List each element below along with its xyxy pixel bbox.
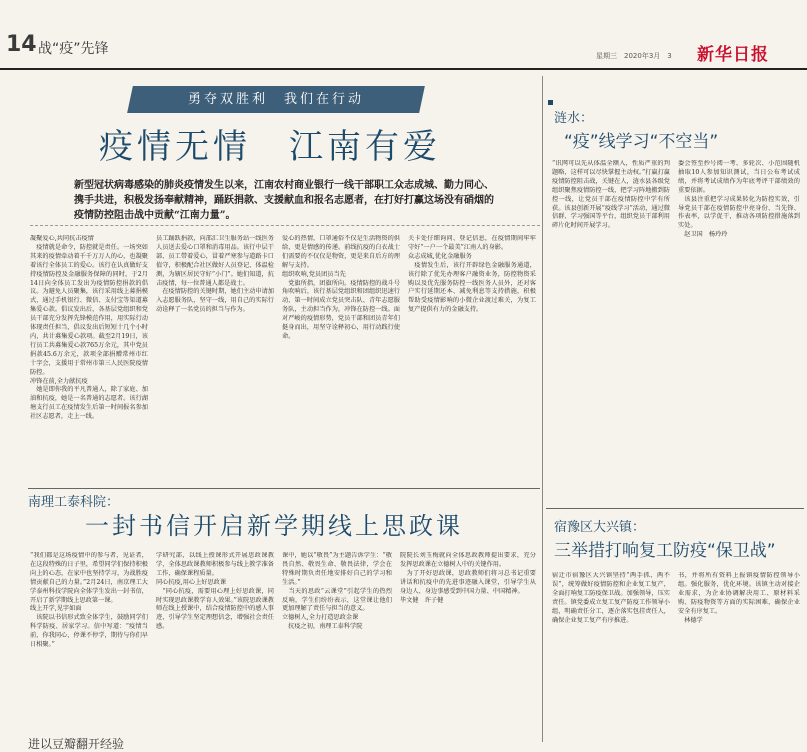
right-headline-1: “疫”线学习“不空当”	[564, 132, 719, 152]
section-divider	[28, 488, 540, 489]
topic-banner-text: 勇夺双胜利 我们在行动	[187, 92, 364, 107]
main-column-1: 凝聚爱心,共同抗击疫情 疫情就是命令，防控就是责任。一场突如其来的疫情牵动着千千万万人的心，也凝聚着该行全体员工的爱心。该行在认真做好支持疫情防控及金融服务保障的同时，于2月14日向全体员工发出为疫情防控捐款的倡议。为避免人员聚集，该行采用线上募捐模式，通过手机银行、微信、支付宝等渠道募集爱心款。倡议发出后，各基层党组织和党员干部充分发挥先锋模范作用，用实际行动体现责任担当，倡议发出后短短十几个小时内，共计募集爱心款项。截至2月19日，该行员工共募集爱心款765万余元，其中党员捐款45.6万余元，款项全部捐赠常州市红十字会，支援用于常州市第三人民医院疫情防控。 冲锋在前,全力献抗疫 她是即你我的平凡普通人，除了家庭、加油和抗疫，她是一名普通的志愿者。该行湖塘支行员工在疫情发生后第一时间报名参加社区志愿者，走上一线。	[30, 235, 148, 421]
right1-column-2: 委会签至抄号阅一考、多轮次、小范围随机抽取10人参加知识测试，当日公布考试成绩，并将考试成绩作为年底考评干部绩效的重要依据。 该县注重把学习成果转化为防控实效，引导党员干部在疫情防控中亮身份、当先锋、作表率，以学促干，推动各项防控措施落到实处。 赵卫国 杨玲玲	[678, 160, 800, 239]
second-column-3: 课中，她以“敬畏”为主题告诉学生：“敬畏自然、敬畏生命、敬畏法律，学会在特殊时期负责任地安排好自己的学习和生活。” 当天的思政“云课堂”引起学生的热烈反响，学生们纷纷表示，这堂课让他们更加理解了责任与担当的意义。 立德树人,全力打造思政金课 抗疫之初，南理工泰科学院	[282, 552, 392, 631]
main-column-2: 员工踊跃捐款，向邵汇卫生服务站一线医务人员送去爱心口罩和消毒用品。该行中层干部、员工带着爱心，冒着严寒参与道路卡口值守，积极配合社区做好人员登记、体温检测，为辖区居民守好“小门”。她们知道，抗击疫情，每一位普通人都是战士。 在疫情防控的关键时期，她们主动申请加入志愿服务队，坚守一线，用自己的实际行动诠释了一名党员的担当与作为。	[156, 235, 274, 314]
right1-column-1: “讯网可以先从体温全额入，性质严重的判题略，这样可以尽快掌握主动权。”打赢打赢疫情防控阻击战，关键在人，涟水县各级党组织聚焦疫情防控一线，把学习阵地搬到防控一线，让党员干部在疫情防控中学有所获。该县创新开展“疫线学习”活动，通过微信群、学习强国等平台，组织党员干部利用碎片化时间开展学习。	[552, 160, 670, 230]
right-kicker-2: 宿豫区大兴镇：	[554, 520, 646, 535]
second-column-4: 院院长刘玉梅就向全体思政教师提出要求，充分发挥思政课在立德树人中的关键作用。 为了开好思政课，思政教师们将习总书记重要讲话和抗疫中的先进事迹融入课堂，引导学生从身边人、身边事感受到中国力量、中国精神。 毕文健 许子健	[400, 552, 536, 604]
column-divider	[542, 76, 543, 742]
main-lead: 新型冠状病毒感染的肺炎疫情发生以来，江南农村商业银行一线干部职工众志成城、勤力同心、携手共进，积极发扬奉献精神，踊跃捐款、支援献血和报名志愿者，在打好打赢这场没有硝烟的疫情防控阻击战中贡献“江南力量”。	[74, 180, 494, 221]
second-kicker: 南理工泰科院：	[28, 495, 120, 510]
bottom-cutoff-headline: 进以豆瓣翻开经验	[28, 737, 125, 751]
main-headline: 疫情无情 江南有爱	[99, 127, 441, 167]
main-column-4: 关卡处仔细询问、登记信息，在疫情期间牢牢守好“一户一个最美”江南人的身影。 众志成城,优化金融服务 疫情发生后，该行开辟绿色金融服务通道，该行除了优先办理客户融资业务，防控物资采购以及优先服务防控一线医务人员外，还对客户实行延期还本、减免利息等支持措施，积极帮助受疫情影响的小微企业渡过难关，为复工复产提供有力的金融支持。	[408, 235, 536, 314]
header-rule	[0, 68, 807, 70]
second-headline: 一封书信开启新学期线上思政课	[85, 512, 463, 540]
right2-column-2: 书，并将所有资料上报镇疫情防控领导小组。强化服务，优化环境。该镇主动对接企业需求，为企业协调解决用工、原材料采购、防疫物资等方面的实际困难，确保企业安全有序复工。 林德学	[678, 572, 800, 624]
page-number: 14	[6, 32, 37, 57]
right-kicker-1: 涟水：	[554, 111, 594, 126]
second-column-2: 学研究部，以线上授课形式开展思政课教学，全体思政课教师积极参与线上教学准备工作，确保课程质量。 同心抗疫,用心上好思政课 “同心抗疫，需要用心理上好思政课，同时实现思政课教学育人效果。”该院思政课教师在线上授课中，结合疫情防控中的感人事迹，引导学生坚定理想信念，增强社会责任感。	[156, 552, 274, 631]
right-headline-2: 三举措打响复工防疫“保卫战”	[554, 541, 776, 561]
main-column-3: 爱心的热情，口罩通俗不仅是生活物资的供给，更是情感的传递。前线抗疫的白衣战士们需要的不仅仅是物资，更是来自后方的理解与支持。 组织吹响,党员团员当先 党旗所指，团旗所向。疫情防控的战斗号角吹响后，该行基层党组织和团组织迅速行动，第一时间成立党员突击队、青年志愿服务队，主动担当作为，冲锋在防控一线。面对严峻的疫情形势，党员干部和团员青年们挺身而出，用坚守诠释初心，用行动践行使命。	[282, 235, 400, 340]
right-divider	[546, 508, 804, 509]
newspaper-logo: 新华日报	[697, 45, 769, 65]
square-bullet-icon	[548, 100, 553, 105]
issue-date: 星期三 2020年3月 3	[596, 52, 672, 60]
dotted-divider	[30, 225, 540, 227]
second-column-1: “我们都是这场疫情中的参与者，见证者，在这段特殊的日子里，希望同学们保持积极向上的心态，在家中也坚持学习，为战胜疫情贡献自己的力量。”2月24日，南京理工大学泰州科技学院向全体学生发出一封书信，开启了新学期线上思政第一课。 线上开学,见字如面 该院以书信形式致全体学生，鼓励同学们科学防疫、居家学习。信中写道：“疫情当前，你我同心，停课不停学，期待与你们早日相聚。”	[30, 552, 148, 649]
right2-column-1: 宿迁市宿豫区大兴镇坚持“两手抓、两不误”，统筹做好疫情防控和企业复工复产，全面打响复工防疫保卫战。加强领导，压实责任。镇党委成立复工复产防疫工作领导小组，明确责任分工，逐企落实包挂责任人，确保企业复工复产有序推进。	[552, 572, 670, 624]
section-title: 战“疫”先锋	[38, 41, 109, 57]
topic-banner	[127, 86, 425, 113]
